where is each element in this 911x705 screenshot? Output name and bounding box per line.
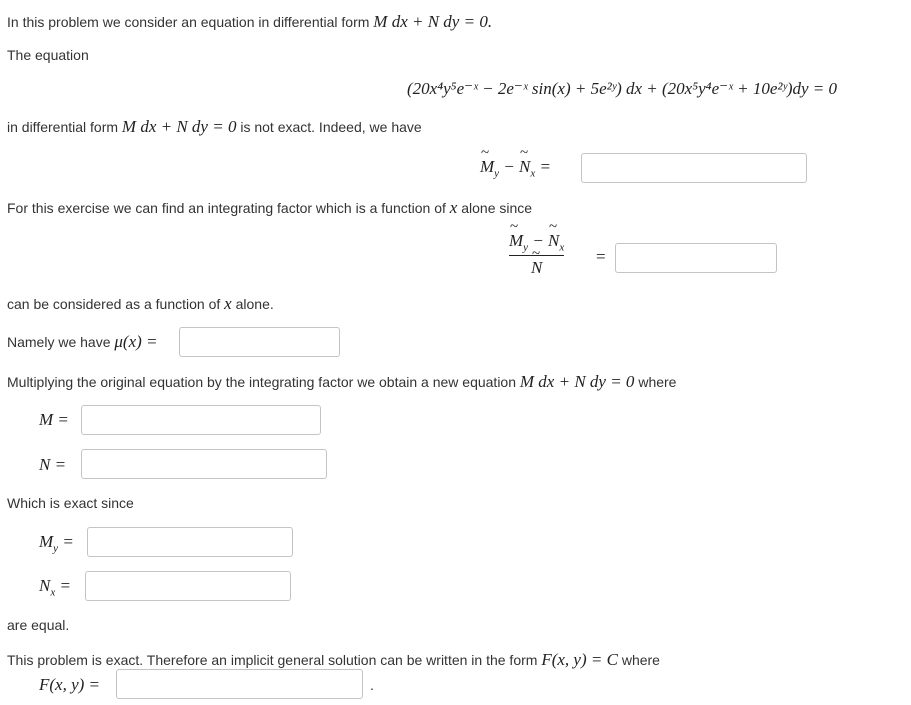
Nx-label: $N_x$ = <box>39 576 71 599</box>
multiply-post: where <box>638 374 677 390</box>
Nx-sub: x <box>50 586 56 599</box>
considered-pre: can be considered as a function of <box>7 296 221 312</box>
exact-final-post: where <box>621 652 660 668</box>
F-label: F(x, y) = <box>39 675 101 694</box>
multiply-equation: M dx + N dy = 0 <box>519 372 635 391</box>
exact-since-text: Which is exact since <box>7 495 134 511</box>
N-label: N = <box>39 455 67 474</box>
multiply-text: Multiplying the original equation by the integrating factor we obtain a new equation <box>7 374 516 390</box>
Nx-input[interactable] <box>85 571 291 601</box>
considered-var: x <box>224 294 232 313</box>
integrating-factor-var: x <box>449 198 458 217</box>
are-equal-text: are equal. <box>7 617 70 633</box>
intro-text: In this problem we consider an equation in differential form <box>7 14 370 30</box>
namely-text: Namely we have <box>7 334 111 350</box>
integrating-factor-text: For this exercise we can find an integrating factor which is a function of <box>7 200 446 216</box>
F-input[interactable] <box>116 669 363 699</box>
ratio-fraction: ~ $M_y$ − ~ $N_x$ ~ N <box>509 231 564 278</box>
my-minus-nx-label: ~ $M_y$ − ~ $N_x$ = <box>480 157 551 179</box>
integrating-factor-line <box>7 198 532 218</box>
My-main: M <box>39 532 54 551</box>
M-input[interactable] <box>81 405 321 435</box>
M-label: M = <box>39 410 69 429</box>
Nx-main: N <box>39 576 51 595</box>
intro-line <box>7 12 492 32</box>
considered-line <box>7 294 274 314</box>
considered-post: alone. <box>235 296 274 312</box>
intro-equation: M dx + N dy = 0. <box>373 12 493 31</box>
integrating-factor-post: alone since <box>461 200 533 216</box>
not-exact-line <box>7 117 422 137</box>
mu-line <box>7 332 158 352</box>
not-exact-pre: in differential form <box>7 119 119 135</box>
not-exact-equation: M dx + N dy = 0 <box>121 117 237 136</box>
the-equation-label: The equation <box>7 47 89 63</box>
not-exact-post: is not exact. Indeed, we have <box>240 119 422 135</box>
exact-final-equation: F(x, y) = C <box>541 650 618 669</box>
my-minus-nx-input[interactable] <box>581 153 807 183</box>
mu-input[interactable] <box>179 327 340 357</box>
exact-final-line <box>7 650 660 670</box>
final-period: . <box>370 677 374 693</box>
exact-final-text: This problem is exact. Therefore an implicit general solution can be written in the form <box>7 652 538 668</box>
My-label: $M_y$ = <box>39 532 74 555</box>
N-input[interactable] <box>81 449 327 479</box>
main-equation: (20x⁴y⁵e⁻ˣ − 2e⁻ˣ sin(x) + 5e²ʸ) dx + (20x⁵y⁴e⁻ˣ + 10e²ʸ)dy = 0 <box>407 79 838 98</box>
multiply-line <box>7 372 676 392</box>
My-sub: y <box>53 542 59 555</box>
My-input[interactable] <box>87 527 293 557</box>
ratio-equals: = <box>596 247 606 266</box>
mu-label: μ(x) = <box>114 332 158 351</box>
ratio-input[interactable] <box>615 243 777 273</box>
